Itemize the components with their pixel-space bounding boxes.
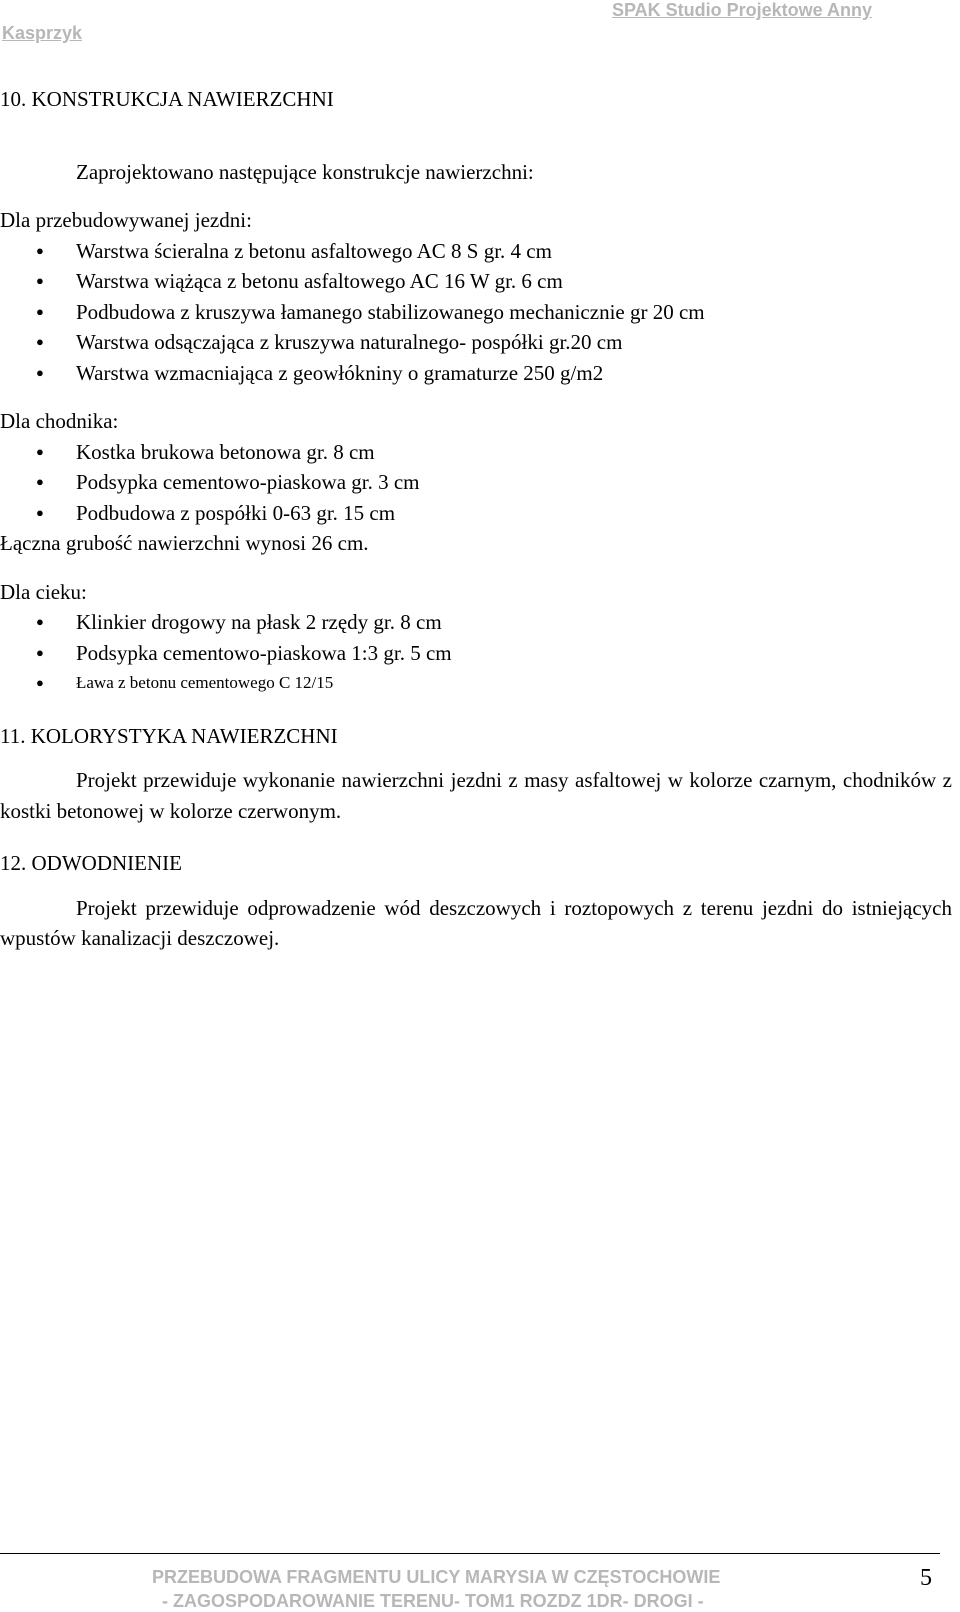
list-item: ● Warstwa wiążąca z betonu asfaltowego AC 16 W gr. 6 cm bbox=[0, 266, 952, 297]
footer-subtitle: - ZAGOSPODAROWANIE TERENU- TOM1 ROZDZ 1DR- DROGI - bbox=[162, 1591, 704, 1611]
list-item: ● Podsypka cementowo-piaskowa gr. 3 cm bbox=[0, 467, 952, 498]
jezdnia-list bbox=[0, 236, 952, 389]
list-item: ● Podbudowa z pospółki 0-63 gr. 15 cm bbox=[0, 498, 952, 529]
page-header bbox=[0, 0, 960, 50]
chodnik-list bbox=[0, 437, 952, 529]
page-footer bbox=[0, 1553, 960, 1611]
section-12-title: 12. ODWODNIENIE bbox=[0, 851, 182, 875]
section-12-text: Projekt przewiduje odprowadzenie wód deszczowych i roztopowych z terenu jezdni do istniejących wpustów kanalizacji deszczowej. bbox=[0, 895, 952, 950]
jezdnia-label: Dla przebudowywanej jezdni: bbox=[0, 208, 252, 232]
list-item: ● Warstwa odsączająca z kruszywa naturalnego- pospółki gr.20 cm bbox=[0, 327, 952, 358]
section-11-text: Projekt przewiduje wykonanie nawierzchni jezdni z masy asfaltowej w kolorze czarnym, chodników z kostki betonowej w kolorze czerwonym. bbox=[0, 768, 952, 823]
list-item: ● Ława z betonu cementowego C 12/15 bbox=[0, 668, 952, 699]
section-10-intro: Zaprojektowano następujące konstrukcje nawierzchni: bbox=[76, 159, 534, 184]
header-name: Kasprzyk bbox=[2, 23, 83, 43]
footer-divider bbox=[0, 1553, 940, 1554]
list-item: ● Klinkier drogowy na płask 2 rzędy gr. 8 cm bbox=[0, 607, 952, 638]
ciek-list bbox=[0, 607, 952, 699]
chodnik-total: Łączna grubość nawierzchni wynosi 26 cm. bbox=[0, 531, 369, 555]
list-item: ● Podbudowa z kruszywa łamanego stabilizowanego mechanicznie gr 20 cm bbox=[0, 297, 952, 328]
ciek-label: Dla cieku: bbox=[0, 579, 87, 604]
list-item: ● Warstwa ścieralna z betonu asfaltowego AC 8 S gr. 4 cm bbox=[0, 236, 952, 267]
document-body bbox=[0, 84, 952, 954]
section-11-title: 11. KOLORYSTYKA NAWIERZCHNI bbox=[0, 723, 338, 748]
list-item: ● Warstwa wzmacniająca z geowłókniny o gramaturze 250 g/m2 bbox=[0, 358, 952, 389]
header-company: SPAK Studio Projektowe Anny bbox=[611, 0, 872, 20]
footer-title: PRZEBUDOWA FRAGMENTU ULICY MARYSIA W CZĘSTOCHOWIE bbox=[152, 1567, 721, 1587]
section-10-title: 10. KONSTRUKCJA NAWIERZCHNI bbox=[0, 87, 334, 111]
chodnik-label: Dla chodnika: bbox=[0, 409, 119, 433]
page-number: 5 bbox=[920, 1565, 932, 1591]
list-item: ● Podsypka cementowo-piaskowa 1:3 gr. 5 cm bbox=[0, 638, 952, 669]
list-item: ● Kostka brukowa betonowa gr. 8 cm bbox=[0, 437, 952, 468]
